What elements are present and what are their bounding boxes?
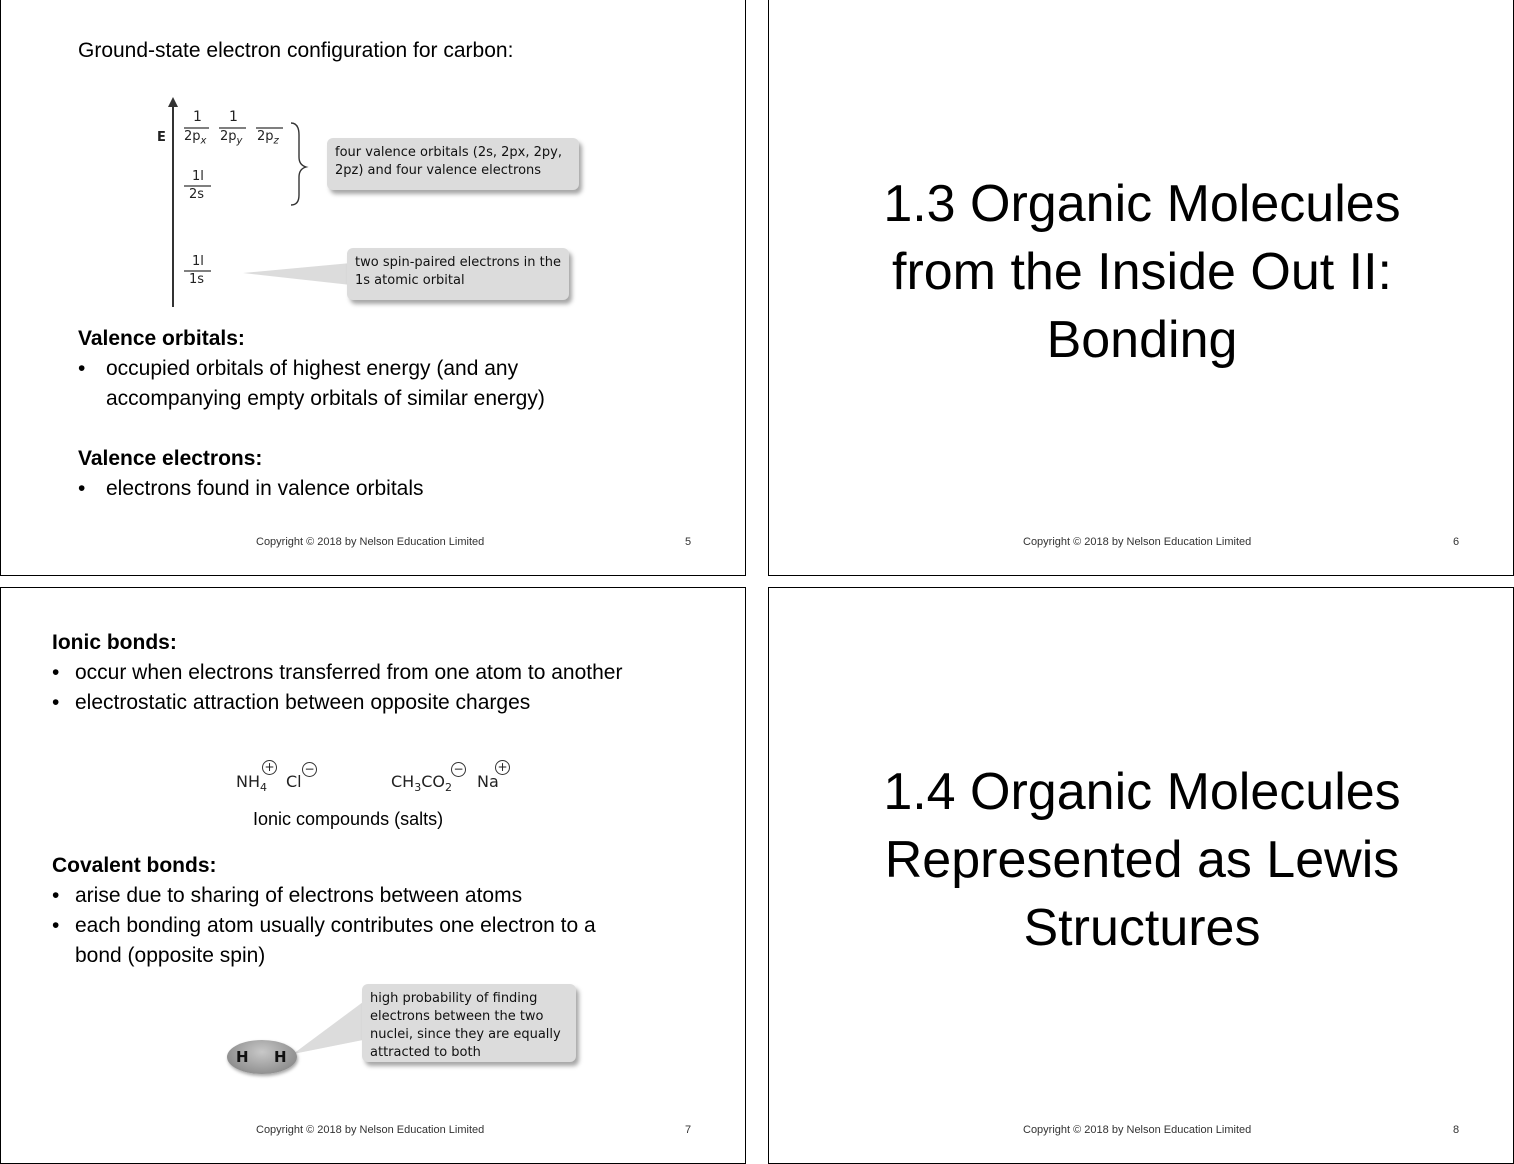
- copyright-footer: Copyright © 2018 by Nelson Education Limited: [256, 536, 485, 548]
- h2-atom1: H: [236, 1048, 249, 1066]
- covalent-heading: Covalent bonds:: [52, 854, 217, 877]
- callout-1s-line2: 1s atomic orbital: [355, 273, 465, 288]
- copyright-footer: Copyright © 2018 by Nelson Education Limited: [1023, 1124, 1252, 1136]
- spin-paired-callout: [347, 248, 569, 300]
- salts-caption: Ionic compounds (salts): [253, 809, 444, 829]
- covalent-bullet1: arise due to sharing of electrons between atoms: [75, 884, 523, 907]
- title-line3: Structures: [1023, 899, 1261, 957]
- energy-label: E: [157, 130, 166, 145]
- callout-valence-line1: four valence orbitals (2s, 2px, 2py,: [335, 145, 562, 160]
- valence-electrons-heading: Valence electrons:: [78, 447, 263, 470]
- valence-orbitals-callout: [327, 138, 579, 190]
- title-line2: Represented as Lewis: [884, 831, 1400, 889]
- page-number: 5: [685, 536, 692, 548]
- page-number: 7: [685, 1124, 692, 1136]
- valence-orbitals-bullet-line1: occupied orbitals of highest energy (and any: [106, 357, 519, 380]
- slide-6: [768, 0, 1514, 576]
- covalent-bullet2-line1: each bonding atom usually contributes one electron to a: [75, 914, 596, 937]
- covalent-bullet2-line2: bond (opposite spin): [75, 944, 266, 967]
- ionic-salts-figure: [236, 760, 536, 800]
- acetate-sub2: 2: [444, 781, 452, 795]
- orbital-2pz-label: [257, 129, 279, 147]
- copyright-footer: Copyright © 2018 by Nelson Education Limited: [256, 1124, 485, 1136]
- page-number: 8: [1453, 1124, 1460, 1136]
- orbital-1s-label: 1s: [189, 272, 205, 287]
- ionic-bullet2: electrostatic attraction between opposite charges: [75, 691, 531, 714]
- bullet-marker: •: [52, 691, 60, 714]
- title-line2: from the Inside Out II:: [892, 243, 1392, 301]
- bullet-marker: •: [78, 357, 86, 380]
- acetate-sub1: 3: [414, 781, 422, 795]
- callout-1s-line1: two spin-paired electrons in the: [355, 255, 561, 270]
- acetate-co: CO: [421, 772, 445, 791]
- minus-charge-icon: −: [302, 762, 317, 777]
- orbital-2py-label: [220, 129, 242, 147]
- h2-atom2: H: [274, 1048, 287, 1066]
- h2-molecule: [227, 1040, 297, 1074]
- ammonium-ion: [236, 772, 267, 794]
- section-title: [809, 170, 1475, 374]
- sodium-ion: Na: [477, 772, 499, 791]
- bullet-marker: •: [52, 914, 60, 937]
- bullet-marker: •: [78, 477, 86, 500]
- section-title: [809, 758, 1475, 962]
- valence-orbitals-heading: Valence orbitals:: [78, 327, 245, 350]
- h2-callout-line1: high probability of finding: [370, 991, 538, 1006]
- slide5-heading: Ground-state electron configuration for carbon:: [78, 39, 514, 62]
- orbital-2pz-sub: z: [273, 135, 279, 147]
- page-number: 6: [1453, 536, 1460, 548]
- orbital-2s-electrons: 1l: [192, 169, 204, 184]
- slide-5: [0, 0, 746, 576]
- title-line3: Bonding: [1046, 311, 1238, 369]
- orbital-1s-electrons: 1l: [192, 254, 204, 269]
- h2-callout: [362, 984, 576, 1062]
- callout-valence-line2: 2pz) and four valence electrons: [335, 163, 542, 178]
- orbital-2px-sub: x: [200, 135, 207, 147]
- title-line1: 1.3 Organic Molecules: [883, 175, 1401, 233]
- acetate-ch: CH: [391, 772, 415, 791]
- acetate-ion: [391, 772, 452, 794]
- orbital-2s-label: 2s: [189, 187, 205, 202]
- orbital-2py-sub: y: [236, 135, 243, 147]
- valence-orbitals-bullet-line2: accompanying empty orbitals of similar energy): [106, 387, 545, 410]
- orbital-energy-diagram: [151, 95, 601, 315]
- chloride-ion: Cl: [286, 772, 302, 791]
- bullet-marker: •: [52, 884, 60, 907]
- h2-callout-line4: attracted to both: [370, 1045, 481, 1060]
- orbital-2px-label: [184, 129, 206, 147]
- orbital-2px-text: 2p: [184, 129, 201, 144]
- copyright-footer: Copyright © 2018 by Nelson Education Limited: [1023, 536, 1252, 548]
- slide-7: [0, 587, 746, 1164]
- ionic-heading: Ionic bonds:: [52, 631, 177, 654]
- h2-callout-line3: nuclei, since they are equally: [370, 1027, 561, 1042]
- orbital-2px-electrons: 1: [193, 109, 202, 125]
- bullet-marker: •: [52, 661, 60, 684]
- slide-8: [768, 587, 1514, 1164]
- ammonium-text: NH: [236, 772, 260, 791]
- plus-charge-icon: +: [495, 760, 510, 775]
- title-line1: 1.4 Organic Molecules: [883, 763, 1401, 821]
- ammonium-sub: 4: [260, 781, 267, 795]
- plus-charge-icon: +: [262, 760, 277, 775]
- ionic-bullet1: occur when electrons transferred from one atom to another: [75, 661, 623, 684]
- orbital-2pz-text: 2p: [257, 129, 274, 144]
- minus-charge-icon: −: [451, 762, 466, 777]
- h2-callout-line2: electrons between the two: [370, 1009, 544, 1024]
- orbital-2py-electrons: 1: [229, 109, 238, 125]
- valence-electrons-bullet: electrons found in valence orbitals: [106, 477, 424, 500]
- orbital-2py-text: 2p: [220, 129, 237, 144]
